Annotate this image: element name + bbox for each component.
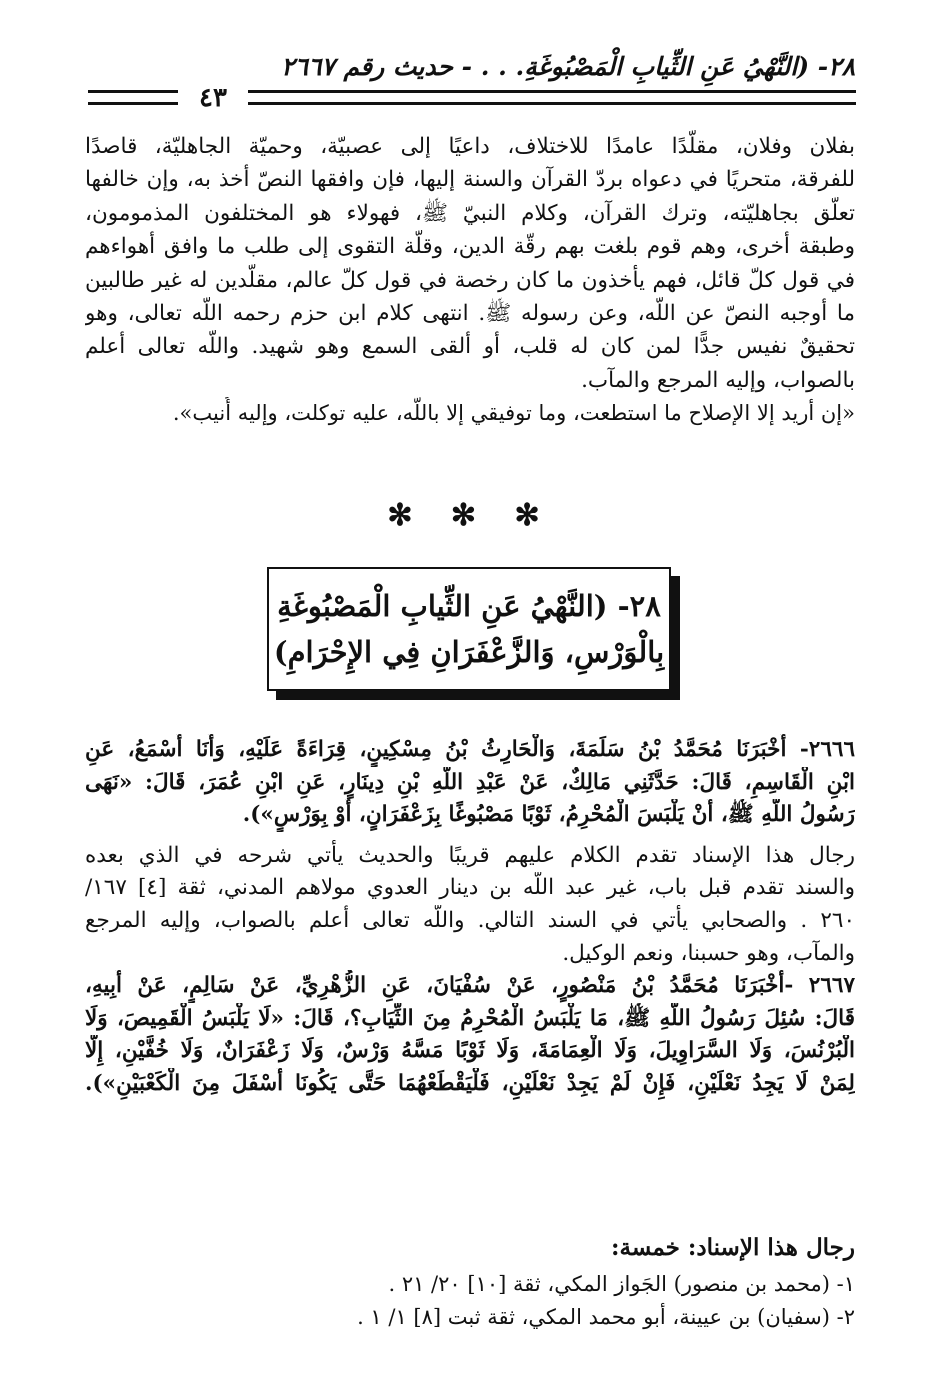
text-line: تحقيقٌ نفيس جدًّا لمن كان له قلب، أو ألقى السمع وهو شهيد. واللَّه تعالى أعلم: [85, 334, 855, 360]
running-header-title: ٢٨- (النَّهْيُ عَنِ الثِّيابِ الْمَصْبُوغَةِ. . . - حديث رقم ٢٦٦٧: [281, 52, 855, 81]
chapter-title-line-2: بِالْوَرْسِ، وَالزَّعْفَرَانِ فِي الإِحْرَامِ): [273, 635, 665, 669]
section-separator: ✻ ✻ ✻: [387, 498, 554, 533]
text-line: بفلان وفلان، مقلّدًا عامدًا للاختلاف، داعيًا إلى عصبيّة، وحميّة الجاهليّة، قاصدًا: [85, 134, 855, 159]
rijal-line: والسند تقدم قبل باب، غير عبد اللَّه بن دينار العدوي مولاهم المدني، ثقة [٤] ١٦٧/: [85, 875, 855, 901]
hadith-line: ابْنِ الْقَاسِمِ، قَالَ: حَدَّثَنِي مَالِكٌ، عَنْ عَبْدِ اللَّهِ بْنِ دِينَارٍ، عَنِ ابْنِ عُمَرَ، قَالَ: «نَهَى: [85, 769, 855, 795]
rijal-line: رجال هذا الإسناد تقدم الكلام عليهم قريبًا والحديث يأتي شرحه في الذي بعده: [85, 842, 855, 868]
text-line: وطبقة أخرى، وهم قوم بلغت بهم رقّة الدين، وقلّة التقوى إلى طلب ما وافق أهواءهم: [85, 234, 855, 260]
text-line: للفرقة، متحريًا في دعواه بردّ القرآن والسنة إليها، فإن وافقها النصّ أخذ به، وإن خالفها: [85, 167, 855, 193]
hadith-section: [85, 734, 855, 1101]
hadith-line: لِمَنْ لَا يَجِدُ نَعْلَيْنِ، فَإِنْ لَمْ يَجِدْ نَعْلَيْنِ، فَلْيَقْطَعْهُمَا حَتَّى يَكُونَا أَسْفَلَ مِنَ الْكَعْبَيْنِ»).: [85, 1070, 855, 1096]
hadith-line: رَسُولُ اللَّهِ ﷺ، أَنْ يَلْبَسَ الْمُحْرِمُ، ثَوْبًا مَصْبُوغًا بِزَعْفَرَانٍ، أَوْ بِوَرْسٍ»).: [242, 802, 855, 828]
closing-quote: «إن أريد إلا الإصلاح ما استطعت، وما توفيقي إلا باللَّه، عليه توكلت، وإليه أُنيب».: [172, 401, 855, 426]
chapter-heading-box: [267, 567, 671, 691]
text-line: بالصواب، وإليه المرجع والمآب.: [581, 367, 855, 393]
paragraph-commentary: [85, 130, 855, 431]
hadith-line: ٢٦٦٧ -أَخْبَرَنَا مُحَمَّدُ بْنُ مَنْصُورٍ، عَنْ سُفْيَانَ، عَنِ الزُّهْرِيِّ، عَنْ سَالِمٍ، عَنْ أَبِيهِ،: [85, 973, 855, 999]
narrators-heading: رجال هذا الإسناد: خمسة:: [611, 1234, 855, 1261]
text-line: تعلّق بجاهليّته، وترك القرآن، وكلام النبيّ ﷺ، فهولاء هو المختلفون المذمومون،: [85, 200, 855, 226]
text-line: في قول كلّ قائل، فهم يأخذون ما كان رخصة في قول كلّ عالم، مقلّدين له غير طالبين: [85, 267, 855, 293]
rijal-line: والمآب، وهو حسبنا، ونعم الوكيل.: [562, 940, 855, 966]
rijal-line: ٢٦٠ . والصحابي يأتي في السند التالي. واللَّه تعالى أعلم بالصواب، وإليه المرجع: [85, 907, 855, 933]
narrators-list: [85, 1228, 855, 1334]
hadith-line: قَالَ: سُئِلَ رَسُولُ اللَّهِ ﷺ، مَا يَلْبَسُ الْمُحْرِمُ مِنَ الثِّيَابِ؟، قَالَ: «لَا يَلْبَسُ الْقَمِيصَ، وَلَا: [85, 1005, 855, 1031]
page-number: ٤٣: [178, 86, 248, 110]
chapter-title-line-1: ٢٨- (النَّهْيُ عَنِ الثِّيابِ الْمَصْبُوغَةِ: [277, 589, 661, 623]
hadith-line: الْبُرْنُسَ، وَلَا السَّرَاوِيلَ، وَلَا الْعِمَامَةَ، وَلَا ثَوْبًا مَسَّهُ وَرْسٌ، وَلَا زَعْفَرَانٌ، وَلَا خُفَّيْنِ، إِلَّا: [85, 1038, 855, 1064]
hadith-line: ٢٦٦٦- أَخْبَرَنَا مُحَمَّدُ بْنُ سَلَمَةَ، وَالْحَارِثُ بْنُ مِسْكِينٍ، قِرَاءَةً عَلَيْهِ، وَأَنَا أَسْمَعُ، عَنِ: [85, 737, 855, 762]
narrator-item: ١- (محمد بن منصور) الجَواز المكي، ثقة [١٠] ٢٠/ ٢١ .: [388, 1272, 855, 1296]
narrator-item: ٢- (سفيان) بن عيينة، أبو محمد المكي، ثقة ثبت [٨] ١/ ١ .: [357, 1305, 855, 1329]
text-line: ما أوجبه النصّ عن اللَّه، وعن رسوله ﷺ. انتهى كلام ابن حزم رحمه اللَّه تعالى، وهو: [85, 301, 855, 327]
